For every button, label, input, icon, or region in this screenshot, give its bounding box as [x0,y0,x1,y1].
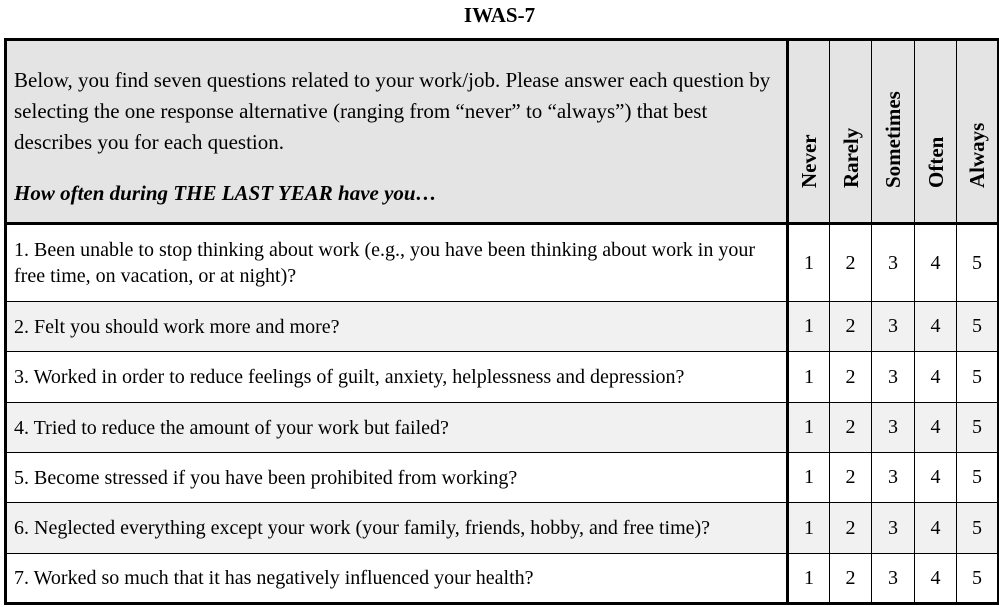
response-option[interactable]: 1 [788,503,830,554]
item-text: 5. Become stressed if you have been prohibited from working? [6,453,788,503]
questionnaire-table [4,38,999,605]
response-option[interactable]: 3 [872,453,915,503]
table-row [6,302,999,352]
response-option[interactable]: 5 [957,554,999,604]
response-option[interactable]: 3 [872,403,915,453]
response-option[interactable]: 2 [830,503,872,554]
response-option[interactable]: 2 [830,554,872,604]
table-row [6,453,999,503]
response-option[interactable]: 2 [830,224,872,302]
response-option[interactable]: 2 [830,453,872,503]
response-option[interactable]: 3 [872,554,915,604]
response-option[interactable]: 1 [788,352,830,403]
response-option[interactable]: 5 [957,224,999,302]
response-option[interactable]: 3 [872,503,915,554]
response-option[interactable]: 2 [830,403,872,453]
table-row [6,403,999,453]
response-option[interactable]: 4 [915,554,957,604]
table-row [6,503,999,554]
response-option[interactable]: 4 [915,352,957,403]
response-option[interactable]: 5 [957,453,999,503]
response-option[interactable]: 5 [957,503,999,554]
item-text: 4. Tried to reduce the amount of your work but failed? [6,403,788,453]
response-option[interactable]: 5 [957,352,999,403]
item-text: 6. Neglected everything except your work (your family, friends, hobby, and free time)? [6,503,788,554]
response-option[interactable]: 5 [957,302,999,352]
item-text: 1. Been unable to stop thinking about work (e.g., you have been thinking about work in your free time, on vacation, or at night)? [6,224,788,302]
response-option[interactable]: 1 [788,453,830,503]
table-row [6,554,999,604]
scale-label-never: Never [797,134,821,188]
item-text: 7. Worked so much that it has negatively influenced your health? [6,554,788,604]
response-option[interactable]: 3 [872,224,915,302]
response-option[interactable]: 2 [830,302,872,352]
response-option[interactable]: 4 [915,403,957,453]
scale-header-always [957,40,999,224]
response-option[interactable]: 3 [872,352,915,403]
scale-header-often [915,40,957,224]
response-option[interactable]: 3 [872,302,915,352]
response-option[interactable]: 1 [788,554,830,604]
table-row [6,352,999,403]
scale-label-sometimes: Sometimes [881,91,905,188]
response-option[interactable]: 5 [957,403,999,453]
table-row [6,224,999,302]
item-text: 3. Worked in order to reduce feelings of guilt, anxiety, helplessness and depression? [6,352,788,403]
response-option[interactable]: 4 [915,302,957,352]
scale-header-rarely [830,40,872,224]
header-row [6,40,999,224]
instructions-text: Below, you find seven questions related to your work/job. Please answer each question by selecting the one response alternative (ranging from “never” to “always”) that best describes you for each question. [14,68,771,154]
response-option[interactable]: 1 [788,302,830,352]
instructions-question: How often during THE LAST YEAR have you… [14,181,437,205]
response-option[interactable]: 4 [915,224,957,302]
scale-label-rarely: Rarely [838,127,863,188]
scale-header-sometimes [872,40,915,224]
instructions-cell [6,40,788,224]
response-option[interactable]: 4 [915,453,957,503]
response-option[interactable]: 2 [830,352,872,403]
response-option[interactable]: 1 [788,224,830,302]
scale-label-always: Always [965,122,989,188]
page-title: IWAS-7 [463,3,536,27]
response-option[interactable]: 4 [915,503,957,554]
scale-header-never [788,40,830,224]
response-option[interactable]: 1 [788,403,830,453]
scale-label-often: Often [923,136,948,188]
item-text: 2. Felt you should work more and more? [6,302,788,352]
